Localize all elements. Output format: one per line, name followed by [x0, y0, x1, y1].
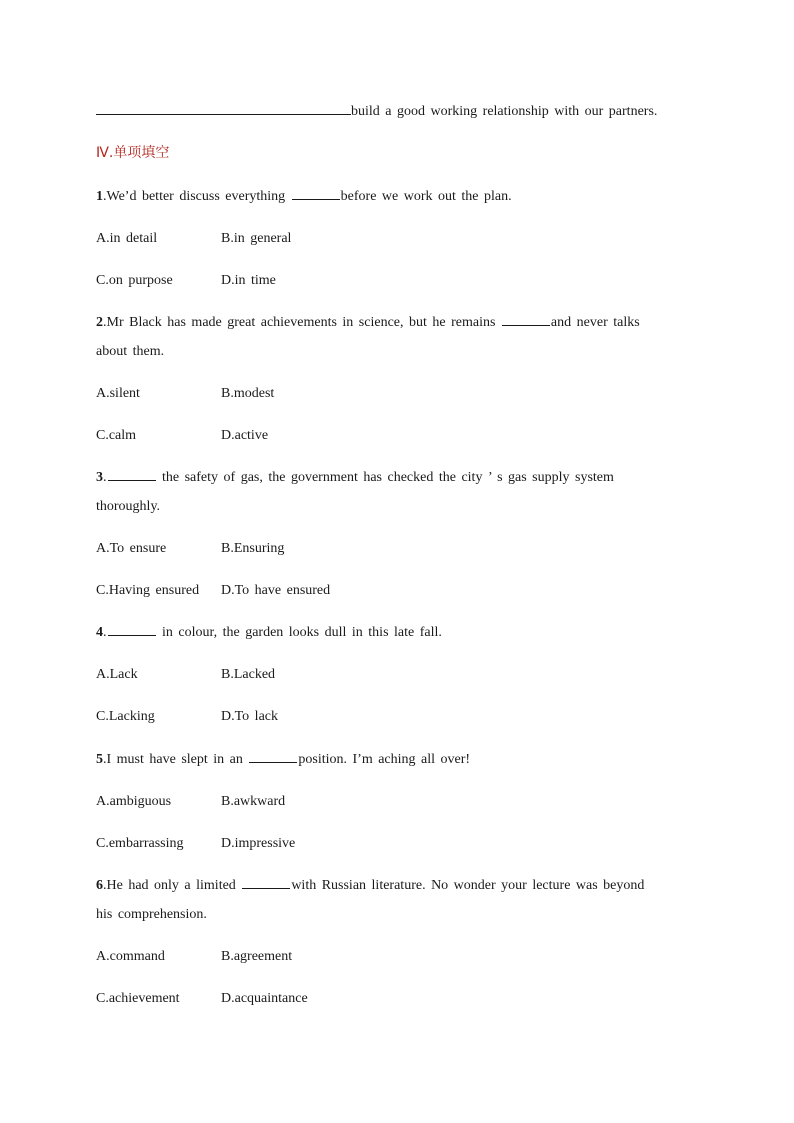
question-2-options-row-1: [96, 379, 686, 408]
option-a[interactable]: A.silent: [96, 386, 140, 401]
question-2-stem-line2: about them.: [96, 344, 165, 359]
option-d[interactable]: D.active: [221, 428, 269, 443]
stem-text: the safety of gas, the government has checked the city ’ s gas supply system: [156, 470, 614, 485]
question-number: 1: [96, 189, 103, 204]
question-number: 5: [96, 752, 103, 767]
option-b[interactable]: B.modest: [221, 386, 275, 401]
question-number: 6: [96, 878, 103, 893]
question-3-options-row-2: [96, 576, 686, 605]
stem-text: .He had only a limited: [103, 878, 242, 893]
top-line-text: build a good working relationship with our partners.: [351, 104, 658, 119]
option-d[interactable]: D.To lack: [221, 709, 279, 724]
option-d[interactable]: D.To have ensured: [221, 583, 331, 598]
option-b[interactable]: B.Ensuring: [221, 541, 285, 556]
question-3-options-row-1: [96, 534, 686, 563]
question-4-options-row-2: [96, 702, 686, 731]
option-a[interactable]: A.ambiguous: [96, 794, 172, 809]
question-5-options-row-1: [96, 787, 686, 816]
stem-text: position. I’m aching all over!: [298, 752, 471, 767]
question-6-stem: [96, 871, 686, 900]
stem-text: .We’d better discuss everything: [103, 189, 291, 204]
stem-text: and never talks: [550, 315, 640, 330]
answer-blank[interactable]: [249, 750, 297, 763]
option-b[interactable]: B.Lacked: [221, 667, 276, 682]
question-6-options-row-2: [96, 984, 686, 1013]
top-line: [96, 97, 686, 126]
option-d[interactable]: D.impressive: [221, 836, 296, 851]
stem-text: in colour, the garden looks dull in this late fall.: [156, 625, 442, 640]
question-3-stem: [96, 463, 686, 492]
option-c[interactable]: C.Lacking: [96, 709, 155, 724]
question-4-stem: [96, 618, 686, 647]
question-5-options-row-2: [96, 829, 686, 858]
option-a[interactable]: A.To ensure: [96, 541, 167, 556]
question-6-stem-line2: his comprehension.: [96, 907, 207, 922]
question-1-stem: [96, 182, 686, 211]
option-c[interactable]: C.calm: [96, 428, 137, 443]
stem-text: .: [103, 625, 107, 640]
option-a[interactable]: A.Lack: [96, 667, 138, 682]
option-b[interactable]: B.in general: [221, 231, 292, 246]
question-1-options-row-1: [96, 224, 686, 253]
question-3-stem-line2: thoroughly.: [96, 499, 161, 514]
stem-text: .I must have slept in an: [103, 752, 249, 767]
option-c[interactable]: C.on purpose: [96, 273, 173, 288]
option-a[interactable]: A.in detail: [96, 231, 158, 246]
question-number: 3: [96, 470, 103, 485]
option-b[interactable]: B.awkward: [221, 794, 286, 809]
option-a[interactable]: A.command: [96, 949, 165, 964]
option-b[interactable]: B.agreement: [221, 949, 293, 964]
answer-blank[interactable]: [108, 623, 156, 636]
question-1-options-row-2: [96, 266, 686, 295]
option-c[interactable]: C.achievement: [96, 991, 180, 1006]
stem-text: .: [103, 470, 107, 485]
option-d[interactable]: D.in time: [221, 273, 276, 288]
stem-text: .Mr Black has made great achievements in science, but he remains: [103, 315, 501, 330]
answer-blank[interactable]: [242, 876, 290, 889]
answer-blank[interactable]: [108, 468, 156, 481]
section-title: Ⅳ.单项填空: [96, 145, 170, 161]
answer-blank[interactable]: [292, 187, 340, 200]
question-4-options-row-1: [96, 660, 686, 689]
option-c[interactable]: C.Having ensured: [96, 583, 200, 598]
stem-text: with Russian literature. No wonder your lecture was beyond: [291, 878, 645, 893]
option-c[interactable]: C.embarrassing: [96, 836, 184, 851]
question-2-stem: [96, 308, 686, 337]
question-number: 4: [96, 625, 103, 640]
question-2-options-row-2: [96, 421, 686, 450]
question-6-options-row-1: [96, 942, 686, 971]
stem-text: before we work out the plan.: [340, 189, 512, 204]
question-5-stem: [96, 745, 686, 774]
answer-blank[interactable]: [502, 313, 550, 326]
question-number: 2: [96, 315, 103, 330]
option-d[interactable]: D.acquaintance: [221, 991, 308, 1006]
answer-blank-long[interactable]: [96, 100, 351, 115]
